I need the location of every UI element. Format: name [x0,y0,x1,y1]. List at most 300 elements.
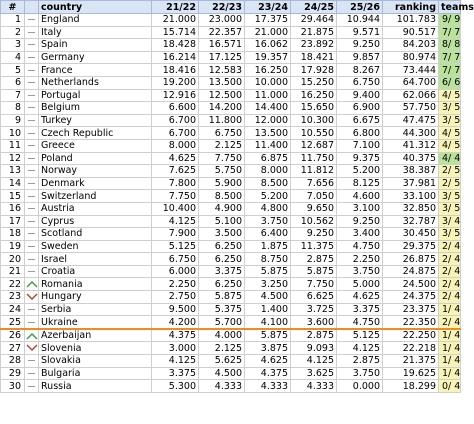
row-season-24-25: 15.650 [291,102,337,115]
row-season-25-26: 5.200 [337,165,383,178]
row-season-21-22: 12.916 [152,89,199,102]
row-season-24-25: 9.650 [291,202,337,215]
trend-neutral-icon [28,95,35,96]
row-season-25-26: 9.375 [337,152,383,165]
row-trend [25,342,39,355]
row-season-25-26: 6.800 [337,127,383,140]
row-season-25-26: 6.750 [337,76,383,89]
row-season-25-26: 5.000 [337,278,383,291]
row-index: 7 [1,89,25,102]
row-index: 2 [1,26,25,39]
row-season-23-24: 11.000 [245,89,291,102]
row-country: Slovenia [39,342,152,355]
row-season-25-26: 3.100 [337,202,383,215]
row-season-22-23: 6.250 [199,253,245,266]
trend-neutral-icon [28,322,35,323]
row-season-23-24: 16.250 [245,64,291,77]
row-season-24-25: 16.250 [291,89,337,102]
row-index: 8 [1,102,25,115]
row-season-22-23: 14.200 [199,102,245,115]
row-index: 26 [1,329,25,342]
row-teams: 4/ 5 [439,139,461,152]
row-country: Portugal [39,89,152,102]
row-ranking: 90.517 [383,26,439,39]
row-season-25-26: 2.875 [337,355,383,368]
table-row[interactable] [1,177,461,190]
row-index: 27 [1,342,25,355]
row-season-21-22: 6.750 [152,253,199,266]
row-season-24-25: 11.750 [291,152,337,165]
row-season-22-23: 16.571 [199,39,245,52]
row-season-23-24: 19.357 [245,51,291,64]
row-season-21-22: 9.500 [152,303,199,316]
row-season-25-26: 4.125 [337,342,383,355]
header-teams[interactable]: teams [439,1,461,14]
row-season-23-24: 6.875 [245,152,291,165]
row-trend [25,215,39,228]
table-row[interactable] [1,114,461,127]
row-season-21-22: 2.750 [152,291,199,304]
row-ranking: 41.312 [383,139,439,152]
row-index: 21 [1,265,25,278]
row-teams: 3/ 4 [439,215,461,228]
row-trend [25,303,39,316]
row-ranking: 33.100 [383,190,439,203]
table-row[interactable] [1,291,461,304]
row-country: England [39,14,152,27]
row-season-23-24: 1.875 [245,240,291,253]
row-teams: 0/ 4 [439,380,461,393]
row-trend [25,316,39,329]
row-ranking: 30.450 [383,228,439,241]
row-ranking: 62.066 [383,89,439,102]
row-teams: 2/ 4 [439,253,461,266]
table-row[interactable] [1,253,461,266]
trend-neutral-icon [28,386,35,387]
row-season-23-24: 3.875 [245,342,291,355]
table-row[interactable] [1,127,461,140]
header-season-22-23[interactable]: 22/23 [199,1,245,14]
row-season-21-22: 4.125 [152,215,199,228]
trend-neutral-icon [28,158,35,159]
row-index: 28 [1,355,25,368]
row-season-23-24: 4.100 [245,316,291,329]
row-season-23-24: 6.400 [245,228,291,241]
header-season-25-26[interactable]: 25/26 [337,1,383,14]
row-country: Germany [39,51,152,64]
row-country: Norway [39,165,152,178]
row-country: Italy [39,26,152,39]
row-season-25-26: 10.944 [337,14,383,27]
row-country: Belgium [39,102,152,115]
row-teams: 7/ 7 [439,51,461,64]
row-trend [25,329,39,342]
table-row[interactable] [1,228,461,241]
row-season-22-23: 5.875 [199,291,245,304]
row-season-25-26: 3.750 [337,265,383,278]
row-teams: 4/ 5 [439,127,461,140]
row-ranking: 84.203 [383,39,439,52]
trend-neutral-icon [28,32,35,33]
row-season-24-25: 2.875 [291,253,337,266]
table-row[interactable] [1,355,461,368]
row-season-25-26: 0.000 [337,380,383,393]
row-season-22-23: 4.000 [199,329,245,342]
row-teams: 3/ 5 [439,190,461,203]
row-country: Scotland [39,228,152,241]
table-row[interactable] [1,152,461,165]
table-row[interactable] [1,316,461,329]
row-teams: 3/ 5 [439,228,461,241]
row-season-22-23: 5.700 [199,316,245,329]
trend-neutral-icon [28,107,35,108]
row-season-24-25: 7.656 [291,177,337,190]
table-row[interactable] [1,278,461,291]
header-season-23-24[interactable]: 23/24 [245,1,291,14]
row-season-21-22: 15.714 [152,26,199,39]
row-season-24-25: 15.250 [291,76,337,89]
row-season-22-23: 5.375 [199,303,245,316]
row-season-24-25: 9.093 [291,342,337,355]
row-season-23-24: 14.400 [245,102,291,115]
table-row[interactable] [1,89,461,102]
row-season-23-24: 1.400 [245,303,291,316]
row-season-24-25: 11.375 [291,240,337,253]
row-teams: 2/ 4 [439,265,461,278]
row-teams: 2/ 4 [439,291,461,304]
table-row[interactable] [1,14,461,27]
row-ranking: 32.787 [383,215,439,228]
table-row[interactable] [1,39,461,52]
row-season-25-26: 6.675 [337,114,383,127]
row-index: 18 [1,228,25,241]
row-trend [25,228,39,241]
row-teams: 1/ 4 [439,355,461,368]
trend-neutral-icon [28,120,35,121]
row-season-21-22: 6.700 [152,114,199,127]
row-season-23-24: 8.500 [245,177,291,190]
row-season-24-25: 5.875 [291,265,337,278]
row-season-25-26: 2.250 [337,253,383,266]
trend-neutral-icon [28,360,35,361]
row-country: France [39,64,152,77]
row-country: Israel [39,253,152,266]
row-season-25-26: 4.625 [337,291,383,304]
row-ranking: 18.299 [383,380,439,393]
row-teams: 6/ 6 [439,76,461,89]
row-season-22-23: 6.250 [199,240,245,253]
row-index: 3 [1,39,25,52]
row-index: 12 [1,152,25,165]
table-row[interactable] [1,139,461,152]
row-teams: 2/ 4 [439,278,461,291]
row-season-25-26: 9.250 [337,215,383,228]
row-teams: 7/ 7 [439,64,461,77]
row-season-21-22: 3.000 [152,342,199,355]
row-trend [25,202,39,215]
row-season-21-22: 5.300 [152,380,199,393]
row-teams: 2/ 5 [439,165,461,178]
row-season-25-26: 3.750 [337,367,383,380]
row-season-21-22: 3.375 [152,367,199,380]
row-season-24-25: 12.687 [291,139,337,152]
row-season-23-24: 3.750 [245,215,291,228]
row-country: Hungary [39,291,152,304]
row-trend [25,380,39,393]
row-ranking: 19.625 [383,367,439,380]
row-country: Poland [39,152,152,165]
trend-neutral-icon [28,233,35,234]
row-season-21-22: 7.900 [152,228,199,241]
row-ranking: 40.375 [383,152,439,165]
row-season-23-24: 4.500 [245,291,291,304]
trend-neutral-icon [28,57,35,58]
row-season-24-25: 3.725 [291,303,337,316]
row-teams: 3/ 5 [439,102,461,115]
row-season-24-25: 10.550 [291,127,337,140]
row-trend [25,367,39,380]
trend-neutral-icon [28,170,35,171]
row-season-22-23: 8.500 [199,190,245,203]
trend-neutral-icon [28,309,35,310]
table-body [1,14,461,393]
row-season-23-24: 4.333 [245,380,291,393]
row-season-23-24: 5.875 [245,329,291,342]
row-country: Austria [39,202,152,215]
row-teams: 9/ 9 [439,14,461,27]
row-teams: 4/ 5 [439,89,461,102]
row-season-24-25: 17.928 [291,64,337,77]
row-index: 22 [1,278,25,291]
row-ranking: 57.750 [383,102,439,115]
trend-neutral-icon [28,133,35,134]
row-trend [25,114,39,127]
row-ranking: 24.375 [383,291,439,304]
row-season-23-24: 8.000 [245,165,291,178]
row-season-21-22: 18.428 [152,39,199,52]
row-season-23-24: 3.250 [245,278,291,291]
row-season-21-22: 4.625 [152,152,199,165]
row-season-24-25: 4.125 [291,355,337,368]
trend-neutral-icon [28,183,35,184]
header-country[interactable]: country [39,1,152,14]
row-country: Slovakia [39,355,152,368]
row-country: Spain [39,39,152,52]
row-trend [25,240,39,253]
table-row[interactable] [1,202,461,215]
row-season-24-25: 7.050 [291,190,337,203]
row-ranking: 64.700 [383,76,439,89]
row-ranking: 24.875 [383,265,439,278]
row-trend [25,278,39,291]
row-season-24-25: 2.875 [291,329,337,342]
row-season-23-24: 10.000 [245,76,291,89]
row-trend [25,165,39,178]
table-row[interactable] [1,102,461,115]
row-teams: 8/ 8 [439,39,461,52]
trend-neutral-icon [28,259,35,260]
row-index: 6 [1,76,25,89]
row-index: 1 [1,14,25,27]
row-index: 25 [1,316,25,329]
table-row[interactable] [1,380,461,393]
row-season-25-26: 3.375 [337,303,383,316]
row-trend [25,190,39,203]
row-season-22-23: 23.000 [199,14,245,27]
row-ranking: 22.218 [383,342,439,355]
row-trend [25,177,39,190]
trend-down-icon [26,343,38,354]
table-row[interactable] [1,303,461,316]
trend-neutral-icon [28,70,35,71]
header-index[interactable]: # [1,1,25,14]
row-season-24-25: 4.333 [291,380,337,393]
row-season-25-26: 7.100 [337,139,383,152]
row-index: 9 [1,114,25,127]
row-ranking: 38.387 [383,165,439,178]
row-season-21-22: 2.250 [152,278,199,291]
row-season-22-23: 2.125 [199,342,245,355]
row-trend [25,355,39,368]
row-season-22-23: 4.333 [199,380,245,393]
row-season-25-26: 9.250 [337,39,383,52]
row-trend [25,14,39,27]
row-ranking: 47.475 [383,114,439,127]
row-ranking: 101.783 [383,14,439,27]
trend-up-icon [26,330,38,341]
trend-neutral-icon [28,44,35,45]
row-country: Azerbaijan [39,329,152,342]
row-teams: 3/ 5 [439,202,461,215]
row-season-22-23: 7.750 [199,152,245,165]
row-season-22-23: 6.250 [199,278,245,291]
table-row[interactable] [1,367,461,380]
table-row[interactable] [1,342,461,355]
row-teams: 1/ 4 [439,329,461,342]
header-ranking[interactable]: ranking [383,1,439,14]
header-trend [25,1,39,14]
row-season-25-26: 9.400 [337,89,383,102]
row-country: Ukraine [39,316,152,329]
row-season-21-22: 6.600 [152,102,199,115]
row-teams: 2/ 5 [439,177,461,190]
row-teams: 1/ 4 [439,303,461,316]
row-season-22-23: 5.750 [199,165,245,178]
row-season-21-22: 16.214 [152,51,199,64]
table-row[interactable] [1,215,461,228]
row-country: Netherlands [39,76,152,89]
table-row[interactable] [1,51,461,64]
row-season-21-22: 8.000 [152,139,199,152]
row-country: Bulgaria [39,367,152,380]
row-index: 29 [1,367,25,380]
row-country: Cyprus [39,215,152,228]
trend-neutral-icon [28,19,35,20]
row-trend [25,76,39,89]
table-row[interactable] [1,240,461,253]
row-season-22-23: 4.500 [199,367,245,380]
row-season-24-25: 29.464 [291,14,337,27]
row-index: 11 [1,139,25,152]
row-season-21-22: 4.200 [152,316,199,329]
row-season-22-23: 6.750 [199,127,245,140]
row-trend [25,26,39,39]
row-season-23-24: 21.000 [245,26,291,39]
row-country: Turkey [39,114,152,127]
row-ranking: 73.444 [383,64,439,77]
row-season-21-22: 7.800 [152,177,199,190]
table-row[interactable] [1,165,461,178]
table-row[interactable] [1,265,461,278]
row-season-25-26: 5.125 [337,329,383,342]
row-season-21-22: 6.000 [152,265,199,278]
row-season-21-22: 7.750 [152,190,199,203]
row-index: 19 [1,240,25,253]
row-country: Romania [39,278,152,291]
row-trend [25,265,39,278]
row-season-24-25: 11.812 [291,165,337,178]
row-season-22-23: 3.500 [199,228,245,241]
row-season-25-26: 4.750 [337,240,383,253]
row-season-22-23: 11.800 [199,114,245,127]
row-teams: 1/ 4 [439,342,461,355]
row-teams: 7/ 7 [439,26,461,39]
trend-neutral-icon [28,373,35,374]
row-index: 17 [1,215,25,228]
row-ranking: 26.875 [383,253,439,266]
row-season-23-24: 5.875 [245,265,291,278]
row-ranking: 37.981 [383,177,439,190]
row-season-25-26: 4.600 [337,190,383,203]
row-season-21-22: 7.625 [152,165,199,178]
row-season-22-23: 3.375 [199,265,245,278]
row-ranking: 22.250 [383,329,439,342]
row-ranking: 21.375 [383,355,439,368]
row-season-23-24: 4.800 [245,202,291,215]
header-season-21-22[interactable]: 21/22 [152,1,199,14]
trend-down-icon [26,291,38,302]
row-season-22-23: 13.500 [199,76,245,89]
row-country: Croatia [39,265,152,278]
table-row[interactable] [1,64,461,77]
row-trend [25,51,39,64]
row-season-21-22: 18.416 [152,64,199,77]
table-row[interactable] [1,329,461,342]
row-season-21-22: 5.125 [152,240,199,253]
row-country: Sweden [39,240,152,253]
trend-neutral-icon [28,196,35,197]
row-season-23-24: 17.375 [245,14,291,27]
row-trend [25,152,39,165]
row-season-22-23: 12.500 [199,89,245,102]
header-row [1,1,461,14]
row-season-23-24: 12.000 [245,114,291,127]
row-season-22-23: 22.357 [199,26,245,39]
trend-up-icon [26,279,38,290]
row-season-24-25: 10.562 [291,215,337,228]
trend-neutral-icon [28,208,35,209]
table-row[interactable] [1,26,461,39]
table-row[interactable] [1,190,461,203]
row-season-23-24: 13.500 [245,127,291,140]
row-trend [25,102,39,115]
table-row[interactable] [1,76,461,89]
row-trend [25,89,39,102]
header-season-24-25[interactable]: 24/25 [291,1,337,14]
row-index: 20 [1,253,25,266]
row-country: Denmark [39,177,152,190]
row-index: 30 [1,380,25,393]
